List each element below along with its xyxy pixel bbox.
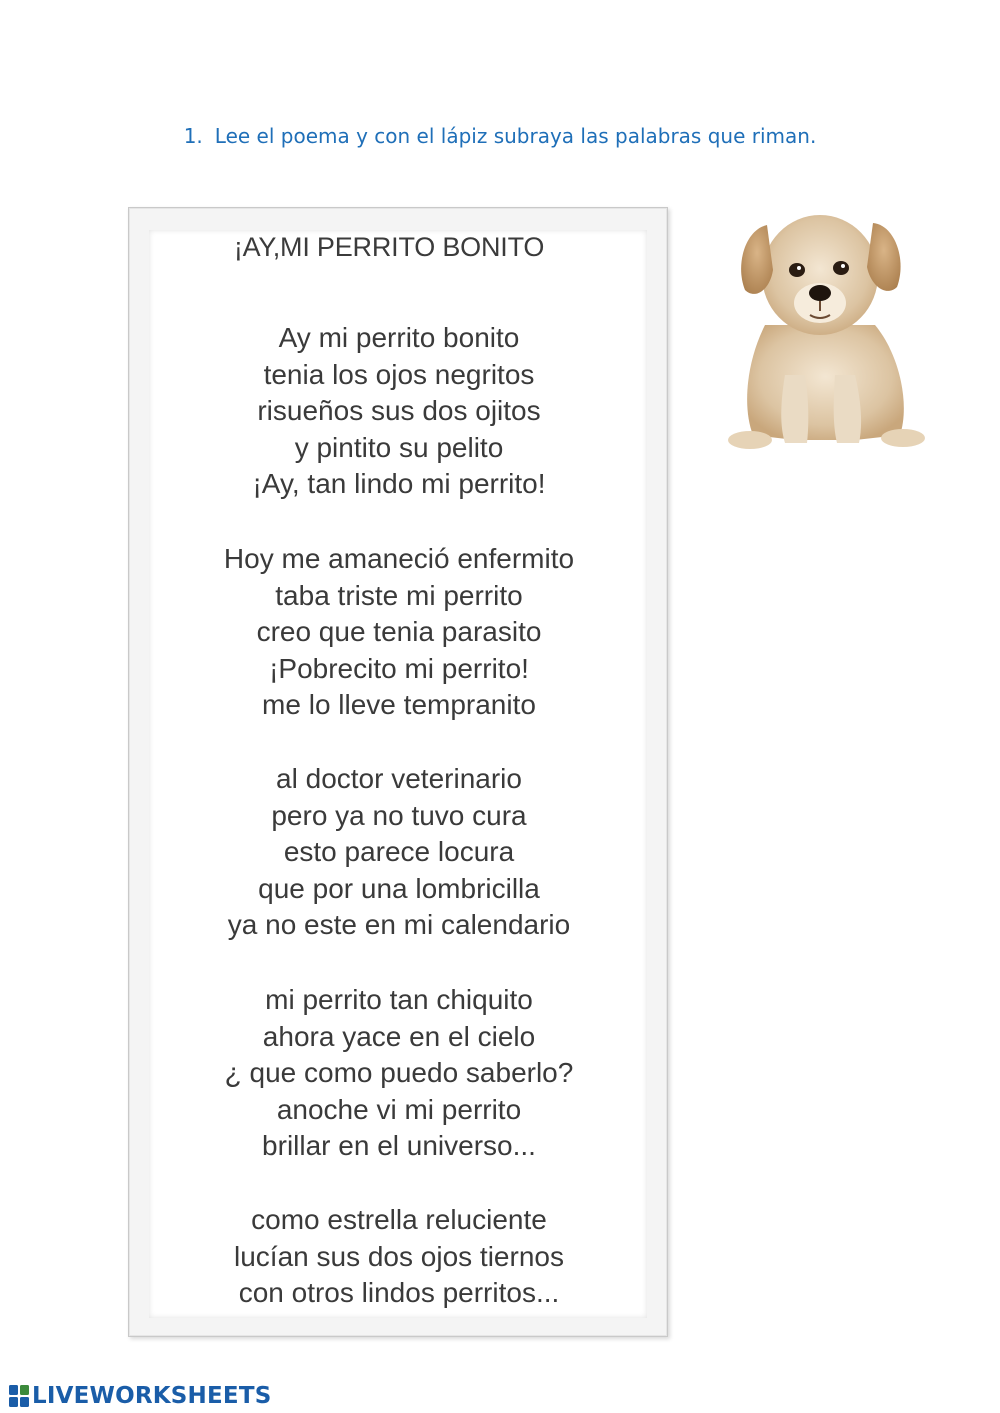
poem-line: anoche vi mi perrito: [276, 1093, 522, 1125]
poem-line: ¿ que como puedo saberlo?: [224, 1057, 574, 1088]
poem-line: brillar en el universo...: [262, 1130, 536, 1161]
poem-title: ¡AY,MI PERRITO BONITO: [233, 232, 545, 262]
poem-line: ¡Ay, tan lindo mi perrito!: [252, 468, 546, 499]
instruction-body: Lee el poema y con el lápiz subraya las palabras que riman.: [214, 124, 817, 148]
poem-line: ¡Pobrecito mi perrito!: [269, 652, 529, 684]
poem-line: tenia los ojos negritos: [263, 358, 535, 390]
poem-line: creo que tenia parasito: [256, 616, 542, 647]
poem-line: taba triste mi perrito: [275, 579, 523, 611]
poem-stanza-3: [149, 761, 649, 944]
poem-line: risueños sus dos ojitos: [257, 395, 541, 426]
poem-line: Ay mi perrito bonito: [278, 322, 520, 353]
puppy-image: [725, 195, 930, 455]
poem-stanza-4: [149, 982, 649, 1165]
brand-name: LIVEWORKSHEETS: [32, 1383, 272, 1409]
brand-logo: [8, 1380, 271, 1412]
poem-line: pero ya no tuvo cura: [271, 799, 527, 831]
poem-line: y pintito su pelito: [294, 431, 504, 463]
poem-frame: [128, 207, 668, 1337]
poem-line: que por una lombricilla: [258, 872, 540, 904]
poem-line: al doctor veterinario: [276, 763, 522, 794]
instruction-text: [0, 120, 1000, 152]
poem-stanza-2: [149, 541, 649, 724]
poem-line: lucían sus dos ojos tiernos: [234, 1240, 564, 1272]
poem-line: esto parece locura: [283, 836, 515, 867]
poem-stanza-5: [149, 1202, 649, 1312]
poem-line: me lo lleve tempranito: [262, 689, 536, 720]
poem-paper: [149, 230, 647, 1318]
poem-line: con otros lindos perritos...: [238, 1277, 560, 1308]
poem-line: ya no este en mi calendario: [227, 909, 571, 940]
poem-line: como estrella reluciente: [251, 1204, 547, 1235]
poem-line: ahora yace en el cielo: [262, 1020, 536, 1052]
poem-stanza-1: [149, 320, 649, 503]
liveworksheets-logo-icon: [8, 1384, 30, 1408]
poem-line: Hoy me amaneció enfermito: [223, 543, 575, 574]
instruction-number: 1.: [183, 124, 203, 148]
poem-line: mi perrito tan chiquito: [265, 984, 533, 1015]
